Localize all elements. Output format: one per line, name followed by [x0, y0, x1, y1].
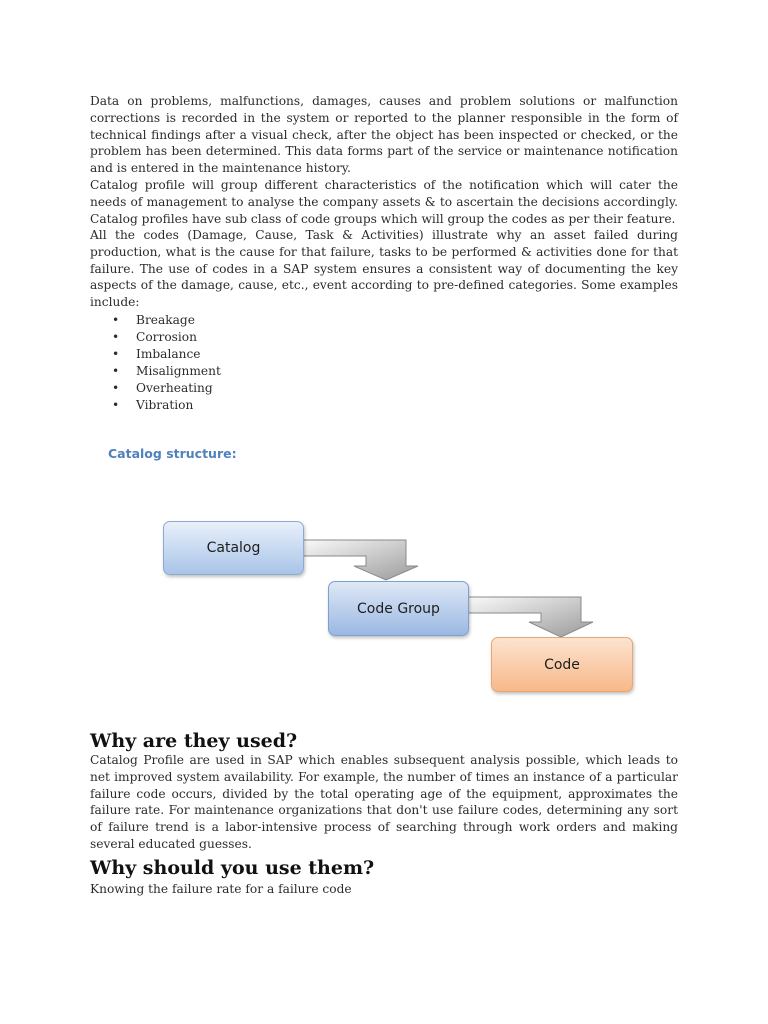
bullet-icon: • [112, 364, 120, 378]
code-label: Code [544, 656, 580, 673]
why-used-paragraph: Catalog Profile are used in SAP which enables subsequent analysis possible, which leads to net improved system availability. For example, the number of times an instance of a particular failure code occurs, divided by the total operating age of the equipment, approximates the failure rate. For maintenance organizations that don't use failure codes, determining any sort of failure trend is a labor-intensive process of searching through work orders and making several educated guesses. [90, 753, 678, 851]
catalog-box [163, 521, 304, 575]
why-should-paragraph: Knowing the failure rate for a failure code [90, 882, 352, 896]
list-item: • Imbalance [112, 347, 201, 361]
list-item: • Breakage [112, 313, 195, 327]
list-item: • Corrosion [112, 330, 197, 344]
why-used-heading: Why are they used? [90, 730, 298, 752]
arrow-codegroup-to-code [467, 597, 593, 637]
list-item: • Overheating [112, 381, 213, 395]
codes-paragraph: All the codes (Damage, Cause, Task & Activities) illustrate why an asset failed during production, what is the cause for that failure, tasks to be performed & activities done for that failure. The use of codes in a SAP system ensures a consistent way of documenting the key aspects of the damage, cause, etc., event according to pre-defined categories. Some examples include: [90, 228, 678, 310]
bullet-icon: • [112, 381, 120, 395]
catalog-label: Catalog [206, 540, 261, 556]
list-item: • Vibration [112, 398, 194, 412]
why-should-heading: Why should you use them? [90, 857, 375, 879]
code-group-label: Code Group [357, 600, 440, 617]
code-box [491, 637, 633, 692]
bullet-icon: • [112, 330, 120, 344]
catalog-structure-heading: Catalog structure: [108, 446, 237, 461]
catalog-profile-paragraph: Catalog profile will group different characteristics of the notification which will cater the needs of management to analyse the company assets & to ascertain the decisions accordingly. Catalog profiles have sub class of code groups which will group the codes as per their feature. [90, 178, 678, 226]
examples-list [108, 312, 221, 414]
arrow-catalog-to-codegroup [302, 540, 418, 580]
list-item: • Misalignment [112, 364, 221, 378]
code-group-box [328, 581, 469, 636]
bullet-icon: • [112, 313, 120, 327]
bullet-icon: • [112, 347, 120, 361]
intro-paragraph: Data on problems, malfunctions, damages, causes and problem solutions or malfunction corrections is recorded in the system or reported to the planner responsible in the form of technical findings after a visual check, after the object has been inspected or checked, or the problem has been determined. This data forms part of the service or maintenance notification and is entered in the maintenance history. [90, 94, 678, 176]
bullet-icon: • [112, 398, 120, 412]
